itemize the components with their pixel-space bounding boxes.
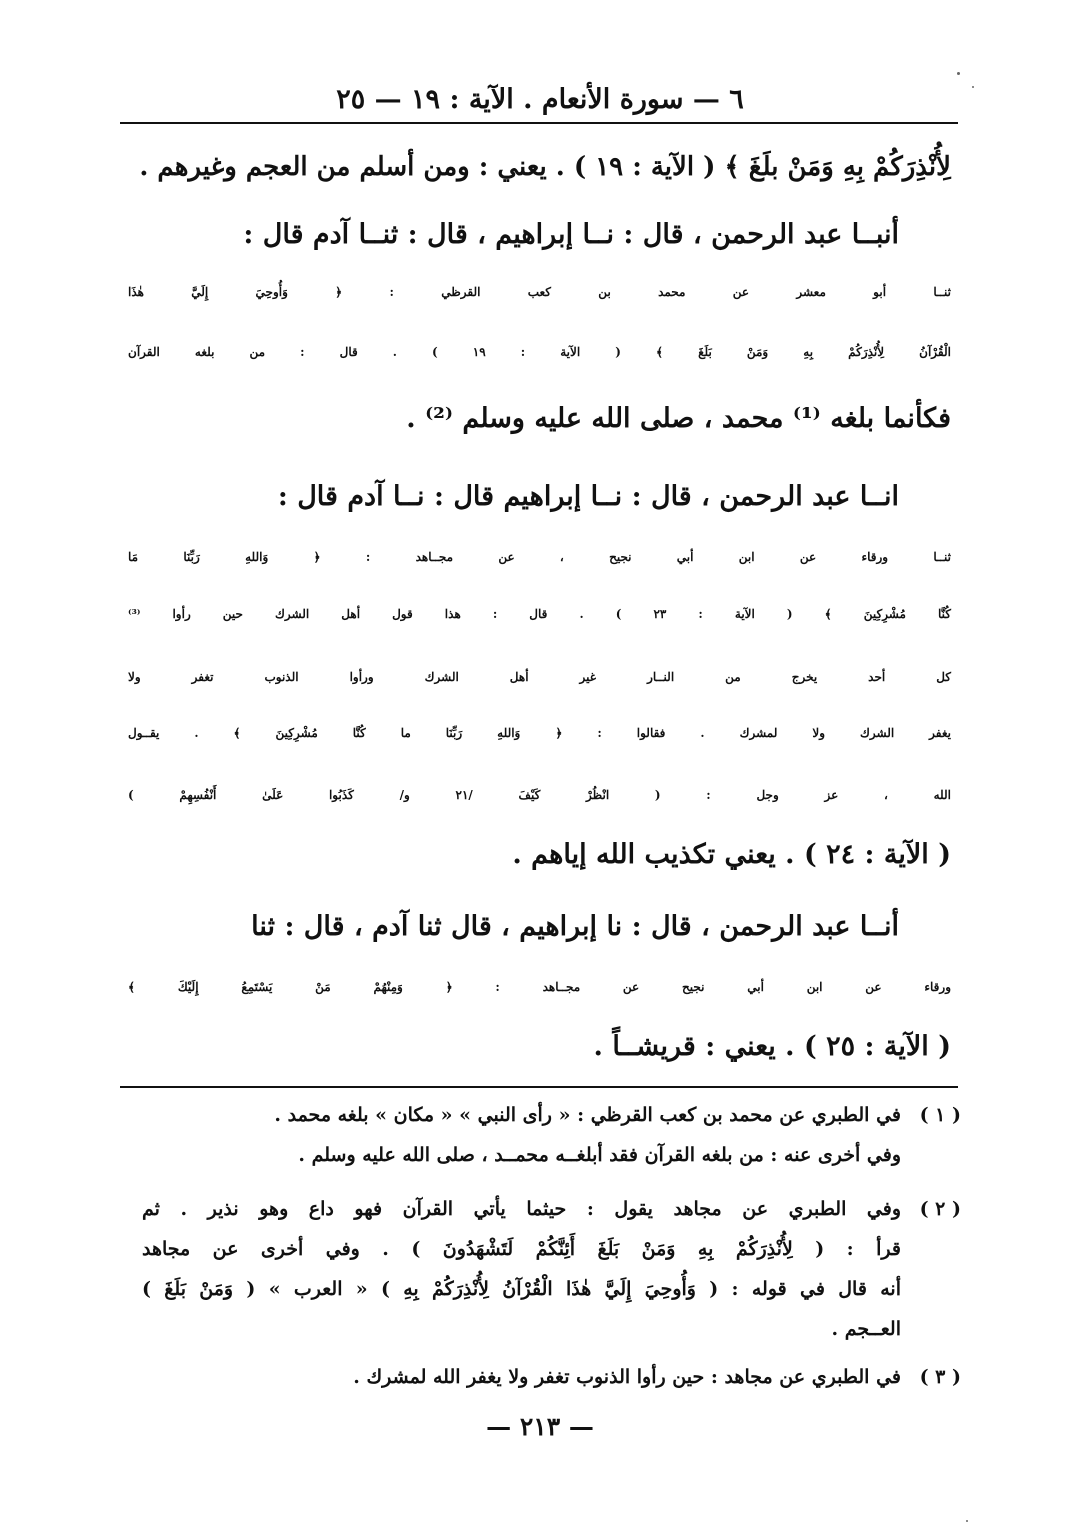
scan-speck [957,72,960,75]
body-line: كُنَّا مُشْرِكِينَ ﴾ ( الآية : ٢٣ ) . قال : هذا قول أهل الشرك حين رأوا ⁽³⁾ [128,607,951,621]
footnote-number: ( ١ ) [919,1104,961,1126]
body-line: أنــا عبد الرحمن ، قال : نا إبراهيم ، قال ثنا آدم ، قال : ثنا [251,911,899,942]
footnote-number: ( ٢ ) [919,1198,961,1220]
body-line: الْقُرْآنُ لِأُنْذِرَكُمْ بِهِ وَمَنْ بَلَغَ ﴾ ( الآية : ١٩ ) . قال : من بلغه القرآن [128,345,951,359]
body-line: يغفر الشرك ولا لمشرك . فقالوا : ﴿ وَاللهِ رَبِّنَا ما كُنَّا مُشْرِكِينَ ﴾ . يقــول [128,726,951,740]
body-line: ثنــا ورقاء عن ابن أبي نجيح ، عن مجــاهد : ﴿ وَاللهِ رَبِّنَا مَا [128,550,951,564]
footnote-line: وفي الطبري عن مجاهد يقول : حيثما يأتي القرآن فهو داع وهو نذير . ثم [142,1198,901,1220]
footnote-line: وفي أخرى عنه : من بلغه القرآن فقد أبلغــه محمــد ، صلى الله عليه وسلم . [298,1144,901,1166]
scan-speck [966,1520,968,1522]
body-line: ( الآية : ٢٥ ) . يعني : قريشــاً . [593,1031,951,1062]
body-line: أنبــا عبد الرحمن ، قال : نــا إبراهيم ، قال : ثنــا آدم قال : [243,219,899,250]
footnote-line: قرأ : ( لِأُنْذِرَكُمْ بِهِ وَمَنْ بَلَغَ أَئِنَّكُمْ لَتَشْهَدُونَ ) . وفي أخرى عن مجاهد [142,1238,901,1260]
footnote-number: ( ٣ ) [919,1366,961,1388]
footnote-line: في الطبري عن محمد بن كعب القرظي : « رأى النبي » « مكان » بلغه محمد . [274,1104,901,1126]
body-line: ورقاء عن ابن أبي نجيح عن مجــاهد : ﴿ وَمِنْهُمْ مَنْ يَسْتَمِعُ إِلَيْكَ ﴾ [128,980,951,994]
body-line: ( الآية : ٢٤ ) . يعني تكذيب الله إياهم . [512,839,951,870]
page-number: — ٢١٣ — [486,1412,594,1441]
footnote-rule [120,1086,958,1088]
body-line: لِأُنْذِرَكُمْ بِهِ وَمَنْ بلَغَ ﴾ ( الآية : ١٩ ) . يعني : ومن أسلم من العجم وغيرهم . [139,152,951,182]
footnote-line: أنه قال في قوله : ( وَأُوحِيَ إِلَيَّ هٰذَا الْقُرْآنُ لِأُنْذِرَكُمْ بِهِ ) « العرب » ( وَمَنْ بَلَغَ ) [142,1278,901,1300]
footnote-line: في الطبري عن مجاهد : حين رأوا الذنوب تغفر ولا يغفر الله لمشرك . [353,1366,901,1388]
scan-speck [972,86,974,88]
body-line: كل أحد يخرج من النــار غير أهل الشرك ورأوا الذنوب تغفر ولا [128,670,951,684]
body-line: انــا عبد الرحمن ، قال : نــا إبراهيم قال : نــا آدم قال : [277,481,899,512]
footnote-line: العــجم . [831,1318,901,1340]
header-rule [120,122,958,124]
body-line: فكأنما بلغه ⁽¹⁾ محمد ، صلى الله عليه وسلم ⁽²⁾ . [406,403,951,434]
body-line: الله ، عز وجل : ( انْظُرْ كَيْفَ /٢١ و/ كَذَبُوا عَلَىٰ أَنْفُسِهِمْ ) [128,788,951,802]
running-header: ٦ — سورة الأنعام . الآية : ١٩ — ٢٥ [336,84,744,115]
body-line: ثنــا أبو معشر عن محمد بن كعب القرظي : ﴿ وَأُوحِيَ إِلَيَّ هٰذَا [128,285,951,299]
